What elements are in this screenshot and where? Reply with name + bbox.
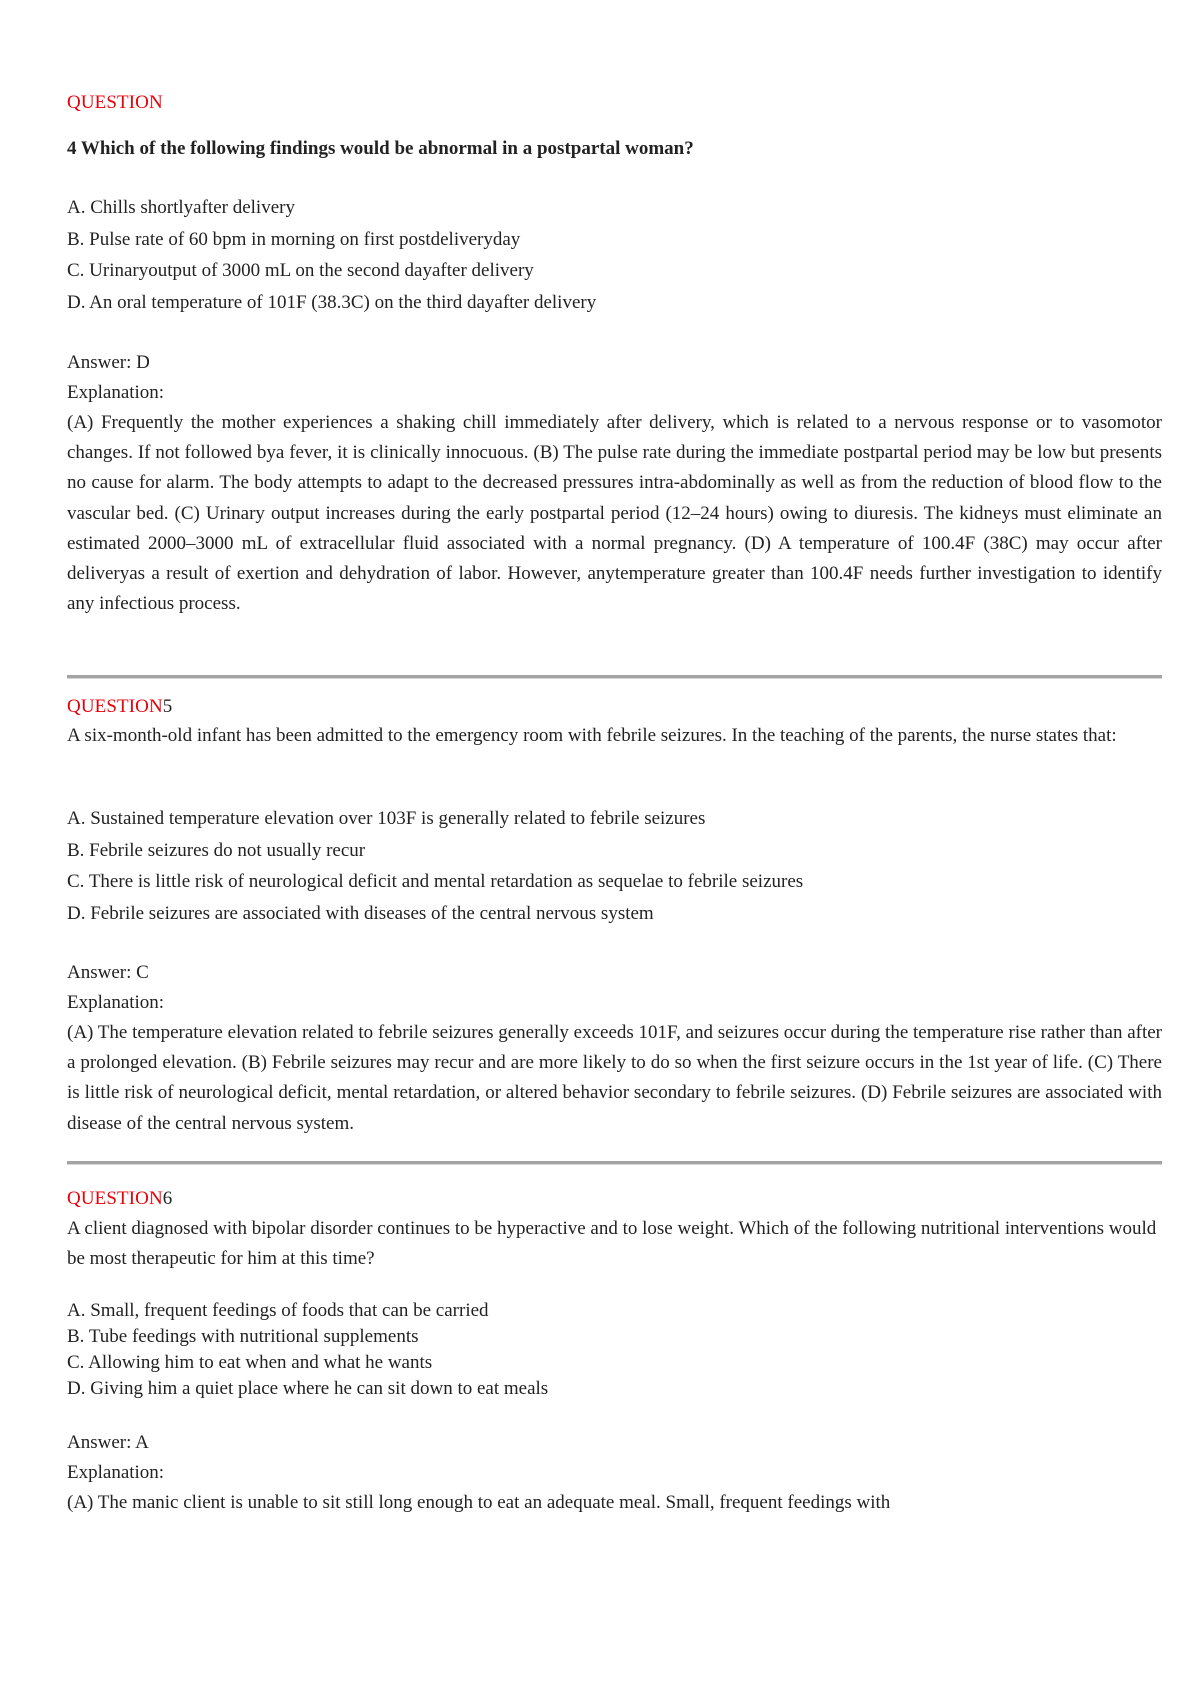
question-6-answer-block (67, 1428, 1162, 1518)
question-number: 5 (162, 696, 173, 717)
option-a: A. Chills shortlyafter delivery (67, 197, 295, 218)
option-d: D. Febrile seizures are associated with diseases of the central nervous system (67, 902, 654, 924)
option-c: C. There is little risk of neurological deficit and mental retardation as sequelae to febrile seizures (67, 871, 804, 892)
option-d: D. An oral temperature of 101F (38.3C) on the third dayafter delivery (67, 291, 597, 313)
question-4-answer-block (67, 348, 1162, 619)
option-c: C. Allowing him to eat when and what he wants (67, 1352, 433, 1373)
option-a: A. Sustained temperature elevation over 103F is generally related to febrile seizures (67, 808, 706, 829)
answer: Answer: D (67, 352, 150, 373)
question-stem: A client diagnosed with bipolar disorder continues to be hyperactive and to lose weight. Which of the following nutritional interventions would be most therapeutic for him at this time? (67, 1218, 1157, 1269)
question-4 (67, 92, 1162, 114)
question-6 (67, 1185, 1162, 1274)
question-label: QUESTION (67, 696, 163, 717)
explanation-label: Explanation: (67, 382, 165, 403)
question-label: QUESTION (67, 1188, 163, 1209)
option-a: A. Small, frequent feedings of foods that can be carried (67, 1300, 489, 1321)
explanation-label: Explanation: (67, 992, 165, 1013)
question-number: 6 (162, 1188, 173, 1209)
question-stem: 4 Which of the following findings would be abnormal in a postpartal woman? (67, 138, 694, 159)
answer: Answer: A (67, 1432, 149, 1453)
section-divider (67, 675, 1162, 679)
question-4-options (67, 192, 1162, 318)
question-5 (67, 694, 1162, 751)
question-4-stem-block (67, 138, 1162, 160)
option-b: B. Tube feedings with nutritional supplements (67, 1326, 419, 1347)
question-stem: A six-month-old infant has been admitted to the emergency room with febrile seizures. In the teaching of the parents, the nurse states that: (67, 725, 1117, 746)
question-5-answer-block (67, 958, 1162, 1139)
option-b: B. Febrile seizures do not usually recur (67, 839, 366, 861)
explanation-text: (A) Frequently the mother experiences a shaking chill immediately after delivery, which is related to a nervous response or to vasomotor changes. If not followed bya fever, it is clinically innocuous. (B) The pulse rate during the immediate postpartal period may be low but presents no cause for alarm. The body attempts to adapt to the decreased pressures intra-abdominally as well as from the reduction of blood flow to the vascular bed. (C) Urinary output increases during the early postpartal period (12–24 hours) owing to diuresis. The kidneys must eliminate an estimated 2000–3000 mL of extracellular fluid associated with a normal pregnancy. (D) A temperature of 100.4F (38C) may occur after deliveryas a result of exertion and dehydration of labor. However, anytemperature greater than 100.4F needs further investigation to identify any infectious process. (67, 412, 1162, 615)
explanation-text: (A) The manic client is unable to sit still long enough to eat an adequate meal. Small, frequent feedings with (67, 1492, 891, 1513)
answer: Answer: C (67, 962, 149, 983)
option-d: D. Giving him a quiet place where he can sit down to eat meals (67, 1378, 549, 1399)
question-5-options (67, 803, 1162, 929)
explanation-label: Explanation: (67, 1462, 165, 1483)
section-divider (67, 1161, 1162, 1165)
option-c: C. Urinaryoutput of 3000 mL on the second dayafter delivery (67, 260, 534, 281)
question-header (67, 694, 1162, 721)
question-6-options (67, 1298, 1162, 1402)
question-header (67, 92, 1162, 114)
explanation-text: (A) The temperature elevation related to febrile seizures generally exceeds 101F, and seizures occur during the temperature rise rather than after a prolonged elevation. (B) Febrile seizures may recur and are more likely to do so when the first seizure occurs in the 1st year of life. (C) There is little risk of neurological deficit, mental retardation, or altered behavior secondary to febrile seizures. (D) Febrile seizures are associated with disease of the central nervous system. (67, 1022, 1162, 1134)
question-label: QUESTION (67, 92, 163, 113)
question-header (67, 1185, 1162, 1214)
option-b: B. Pulse rate of 60 bpm in morning on first postdeliveryday (67, 228, 521, 250)
